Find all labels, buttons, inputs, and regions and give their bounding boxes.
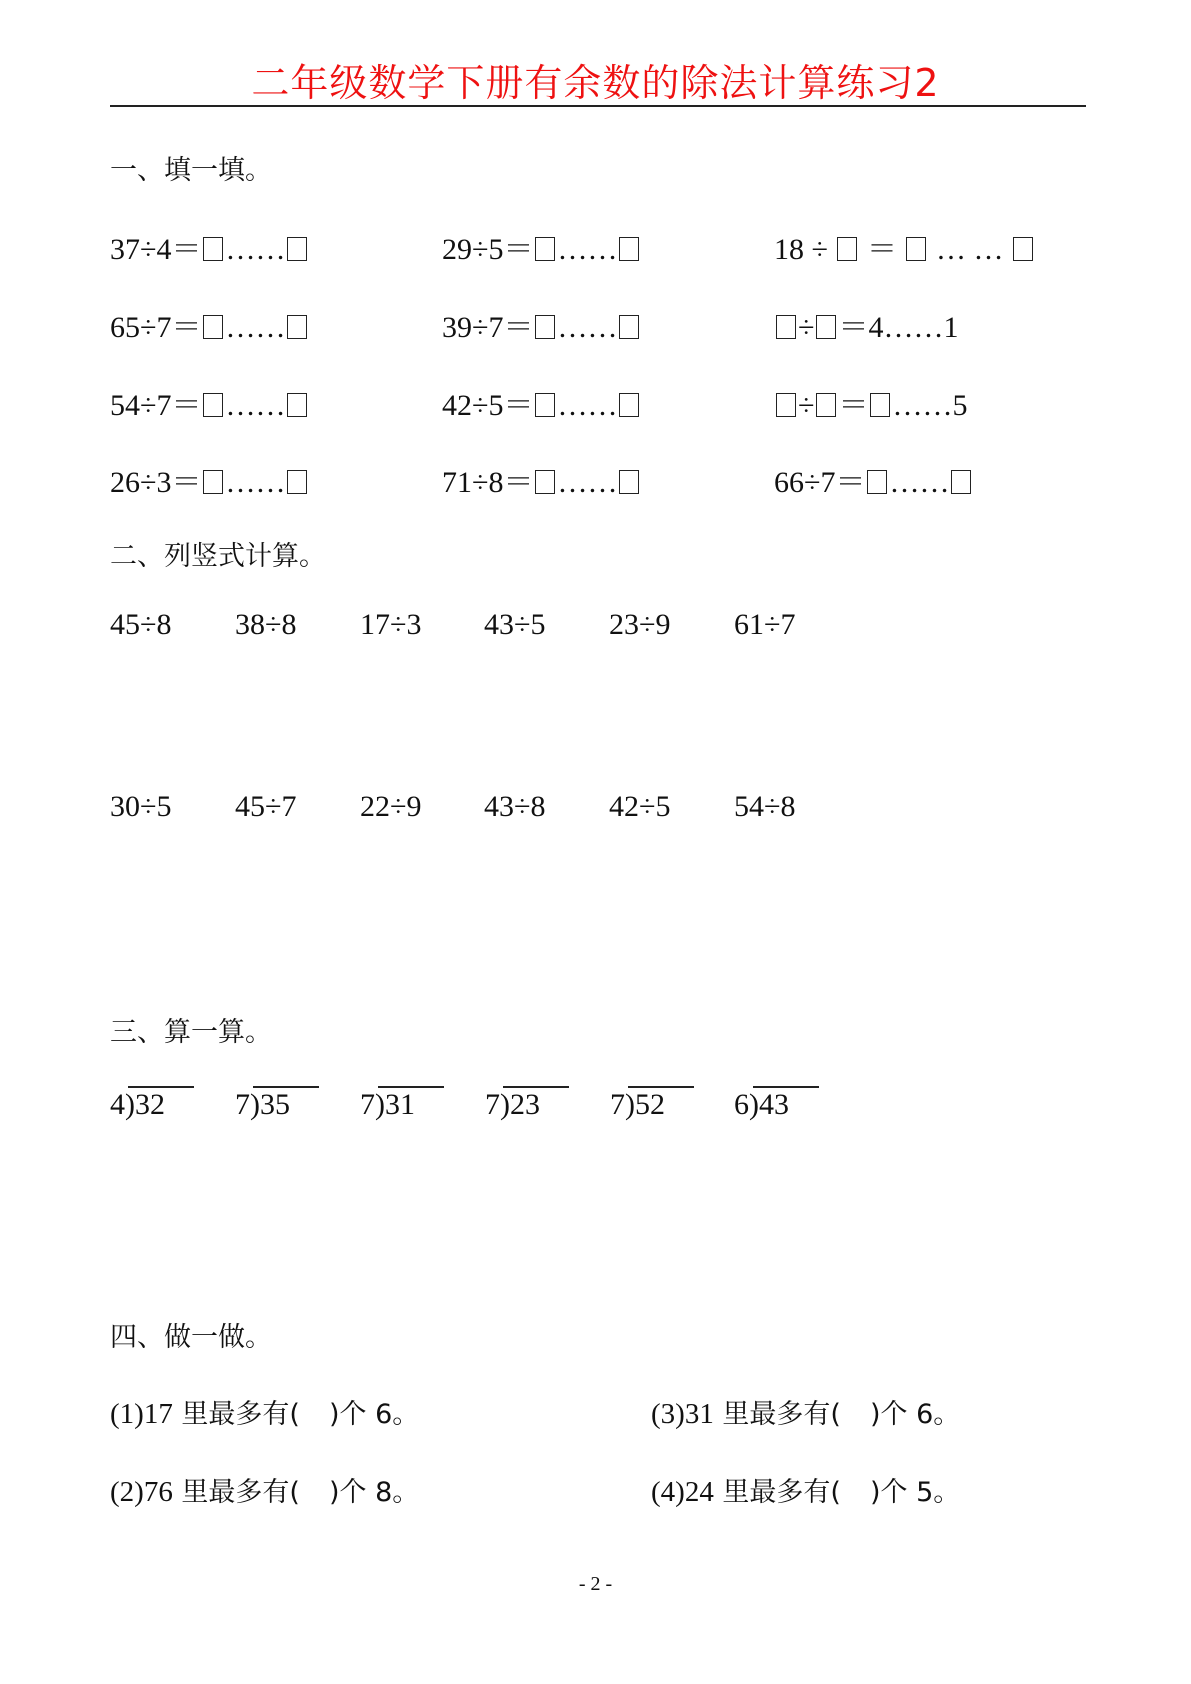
answer-blank[interactable] (841, 1398, 870, 1430)
answer-box[interactable] (287, 237, 307, 261)
vertical-calc-item: 45÷7 (235, 790, 297, 823)
vertical-calc-item: 30÷5 (110, 790, 172, 823)
question-item-1: (1)17 里最多有( )个 6。 (110, 1398, 420, 1430)
vertical-calc-item: 61÷7 (734, 608, 796, 641)
long-division-item: 4)32 (110, 1088, 165, 1121)
answer-box[interactable] (906, 237, 926, 261)
section-4-heading: 四、做一做。 (110, 1322, 272, 1353)
long-division-item: 7)52 (610, 1088, 665, 1121)
answer-box[interactable] (535, 393, 555, 417)
answer-blank[interactable] (841, 1476, 870, 1508)
answer-box[interactable] (870, 393, 890, 417)
answer-box[interactable] (1013, 237, 1033, 261)
fill-item-1-3: 18 ÷ ＝ … … (774, 224, 1035, 268)
fill-item-2-1: 65÷7＝ …… (110, 302, 309, 346)
fill-item-3-2: 42÷5＝ …… (442, 380, 641, 424)
answer-blank[interactable] (300, 1476, 329, 1508)
vertical-calc-item: 42÷5 (609, 790, 671, 823)
fill-item-4-2: 71÷8＝ …… (442, 457, 641, 501)
fill-item-1-2: 29÷5＝ …… (442, 224, 641, 268)
answer-box[interactable] (535, 470, 555, 494)
vertical-calc-item: 45÷8 (110, 608, 172, 641)
section-3-heading: 三、算一算。 (110, 1017, 272, 1048)
title-divider (110, 105, 1086, 107)
fill-item-4-1: 26÷3＝ …… (110, 457, 309, 501)
answer-box[interactable] (837, 237, 857, 261)
answer-box[interactable] (203, 393, 223, 417)
answer-box[interactable] (951, 470, 971, 494)
vertical-calc-item: 17÷3 (360, 608, 422, 641)
answer-box[interactable] (619, 315, 639, 339)
fill-item-4-3: 66÷7＝ …… (774, 457, 973, 501)
long-division-item: 6)43 (734, 1088, 789, 1121)
answer-blank[interactable] (300, 1398, 329, 1430)
answer-box[interactable] (287, 315, 307, 339)
vertical-calc-item: 43÷8 (484, 790, 546, 823)
vertical-calc-item: 22÷9 (360, 790, 422, 823)
answer-box[interactable] (203, 470, 223, 494)
page-number: - 2 - (578, 1573, 613, 1595)
answer-box[interactable] (287, 470, 307, 494)
question-item-3: (3)31 里最多有( )个 6。 (651, 1398, 961, 1430)
answer-box[interactable] (535, 315, 555, 339)
answer-box[interactable] (619, 237, 639, 261)
answer-box[interactable] (816, 315, 836, 339)
answer-box[interactable] (287, 393, 307, 417)
document-title: 二年级数学下册有余数的除法计算练习2 (251, 61, 940, 105)
answer-box[interactable] (776, 315, 796, 339)
answer-box[interactable] (816, 393, 836, 417)
answer-box[interactable] (619, 470, 639, 494)
fill-item-3-3: ÷ ＝ ……5 (774, 380, 967, 424)
vertical-calc-item: 38÷8 (235, 608, 297, 641)
fill-item-1-1: 37÷4＝ …… (110, 224, 309, 268)
answer-box[interactable] (203, 315, 223, 339)
fill-item-2-3: ÷ ＝4……1 (774, 302, 958, 346)
fill-item-2-2: 39÷7＝ …… (442, 302, 641, 346)
vertical-calc-item: 43÷5 (484, 608, 546, 641)
section-2-heading: 二、列竖式计算。 (110, 541, 326, 572)
question-item-4: (4)24 里最多有( )个 5。 (651, 1476, 961, 1508)
vertical-calc-item: 23÷9 (609, 608, 671, 641)
answer-box[interactable] (619, 393, 639, 417)
question-item-2: (2)76 里最多有( )个 8。 (110, 1476, 420, 1508)
answer-box[interactable] (203, 237, 223, 261)
answer-box[interactable] (776, 393, 796, 417)
long-division-item: 7)35 (235, 1088, 290, 1121)
answer-box[interactable] (867, 470, 887, 494)
long-division-item: 7)31 (360, 1088, 415, 1121)
fill-item-3-1: 54÷7＝ …… (110, 380, 309, 424)
vertical-calc-item: 54÷8 (734, 790, 796, 823)
section-1-heading: 一、填一填。 (110, 155, 272, 186)
long-division-item: 7)23 (485, 1088, 540, 1121)
answer-box[interactable] (535, 237, 555, 261)
